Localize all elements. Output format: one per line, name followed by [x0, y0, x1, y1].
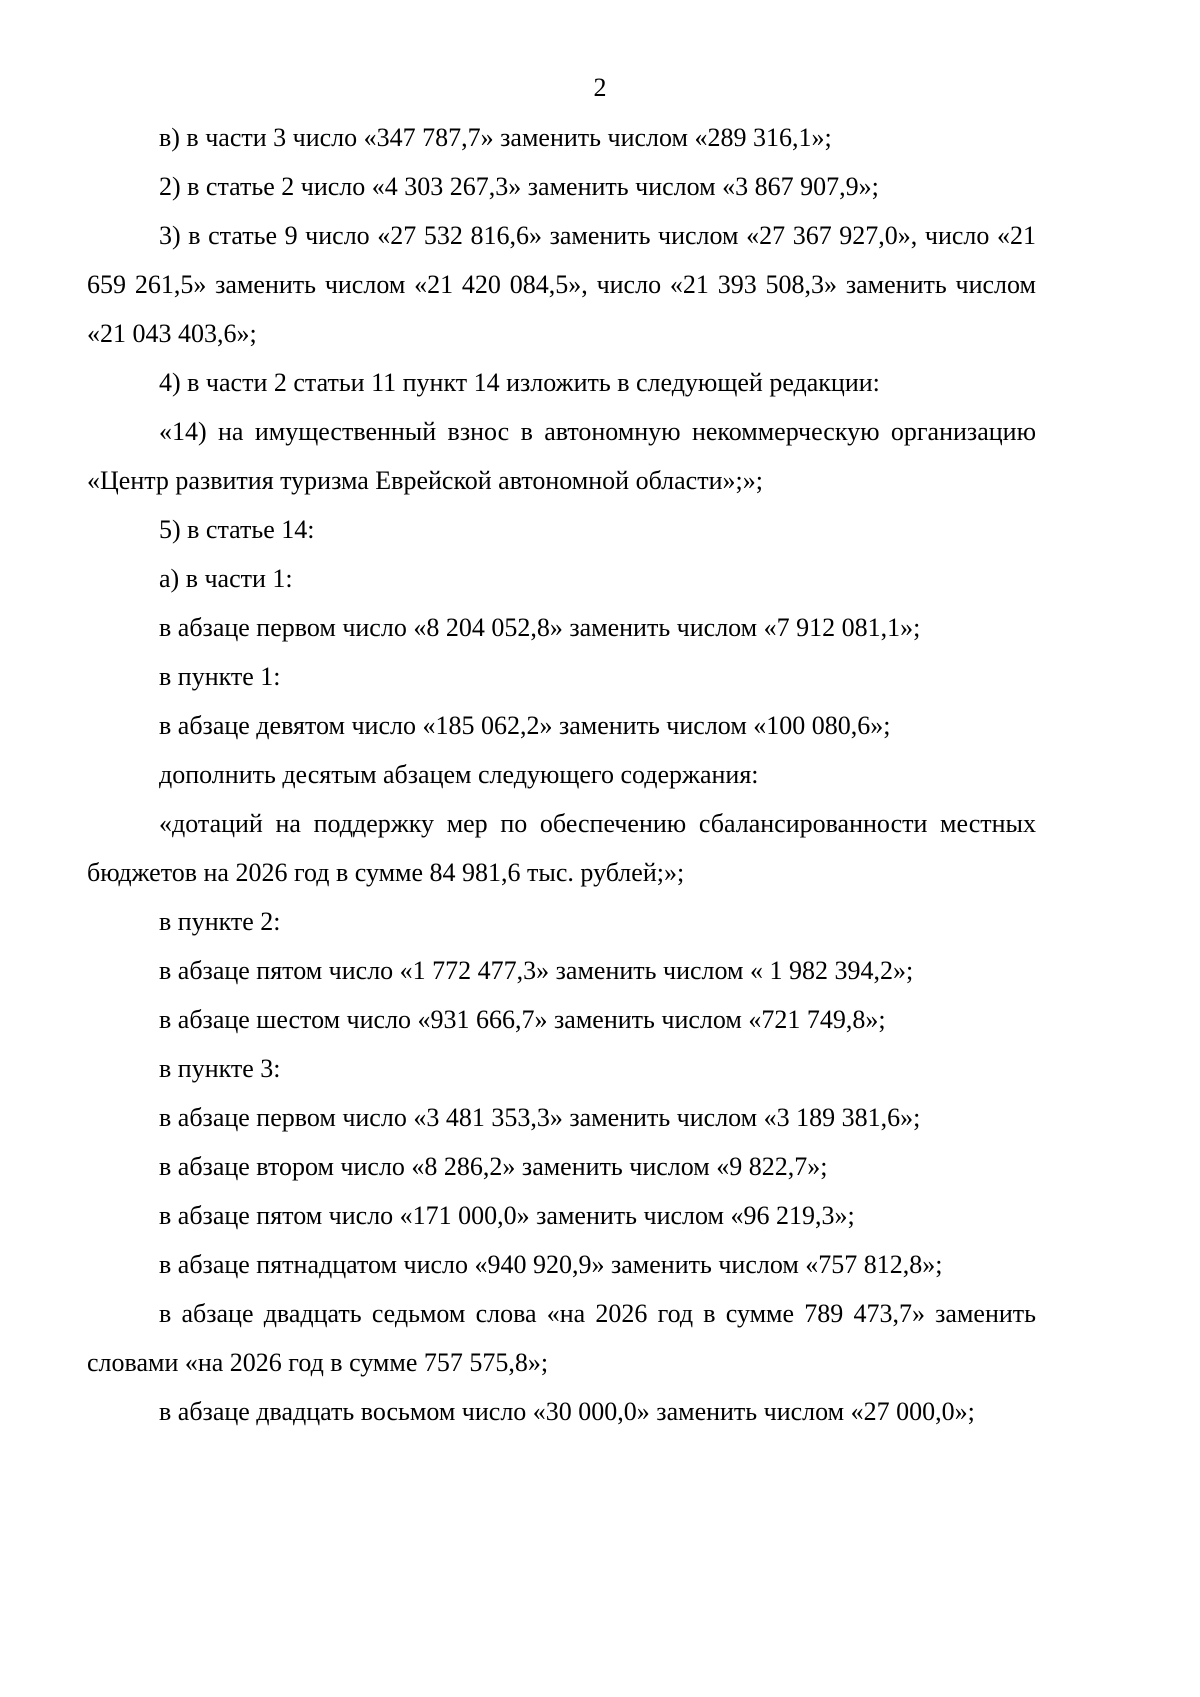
- paragraph-amendment: в абзаце втором число «8 286,2» заменить числом «9 822,7»;: [159, 1152, 828, 1181]
- paragraph-3v: в) в части 3 число «347 787,7» заменить числом «289 316,1»;: [159, 123, 832, 152]
- paragraph-item-2: 2) в статье 2 число «4 303 267,3» заменить числом «3 867 907,9»;: [159, 172, 879, 201]
- paragraph-amendment: в абзаце первом число «8 204 052,8» заменить числом «7 912 081,1»;: [159, 613, 921, 642]
- paragraph-point-3: в пункте 3:: [159, 1054, 281, 1083]
- paragraph-item-3: 3) в статье 9 число «27 532 816,6» заменить числом «27 367 927,0», число «21 659 261,5» заменить числом «21 420 084,5», число «21 393 508,3» заменить числом «21 043 403,6»;: [87, 221, 1036, 348]
- paragraph-amendment: в абзаце двадцать восьмом число «30 000,0» заменить числом «27 000,0»;: [159, 1397, 975, 1426]
- paragraph-subitem-a: а) в части 1:: [159, 564, 293, 593]
- paragraph-quote-subsidies: «дотаций на поддержку мер по обеспечению сбалансированности местных бюджетов на 2026 год в сумме 84 981,6 тыс. рублей;»;: [87, 809, 1036, 887]
- paragraph-amendment: в абзаце первом число «3 481 353,3» заменить числом «3 189 381,6»;: [159, 1103, 921, 1132]
- paragraph-amendment: в абзаце пятом число «171 000,0» заменить числом «96 219,3»;: [159, 1201, 855, 1230]
- paragraph-amendment: в абзаце двадцать седьмом слова «на 2026 год в сумме 789 473,7» заменить словами «на 2026 год в сумме 757 575,8»;: [87, 1299, 1036, 1377]
- paragraph-amendment: в абзаце пятом число «1 772 477,3» заменить числом « 1 982 394,2»;: [159, 956, 914, 985]
- page-number: 2: [593, 73, 607, 102]
- paragraph-amendment: в абзаце девятом число «185 062,2» заменить числом «100 080,6»;: [159, 711, 891, 740]
- paragraph-point-1: в пункте 1:: [159, 662, 281, 691]
- paragraph-amendment: в абзаце пятнадцатом число «940 920,9» заменить числом «757 812,8»;: [159, 1250, 943, 1279]
- paragraph-amendment: в абзаце шестом число «931 666,7» заменить числом «721 749,8»;: [159, 1005, 886, 1034]
- paragraph-item-5: 5) в статье 14:: [159, 515, 315, 544]
- document-body: [87, 113, 1036, 1436]
- paragraph-quote-14: «14) на имущественный взнос в автономную некоммерческую организацию «Центр развития туризма Еврейской автономной области»;»;: [87, 417, 1036, 495]
- paragraph-point-2: в пункте 2:: [159, 907, 281, 936]
- paragraph-item-4: 4) в части 2 статьи 11 пункт 14 изложить в следующей редакции:: [159, 368, 880, 397]
- paragraph-amendment: дополнить десятым абзацем следующего содержания:: [159, 760, 759, 789]
